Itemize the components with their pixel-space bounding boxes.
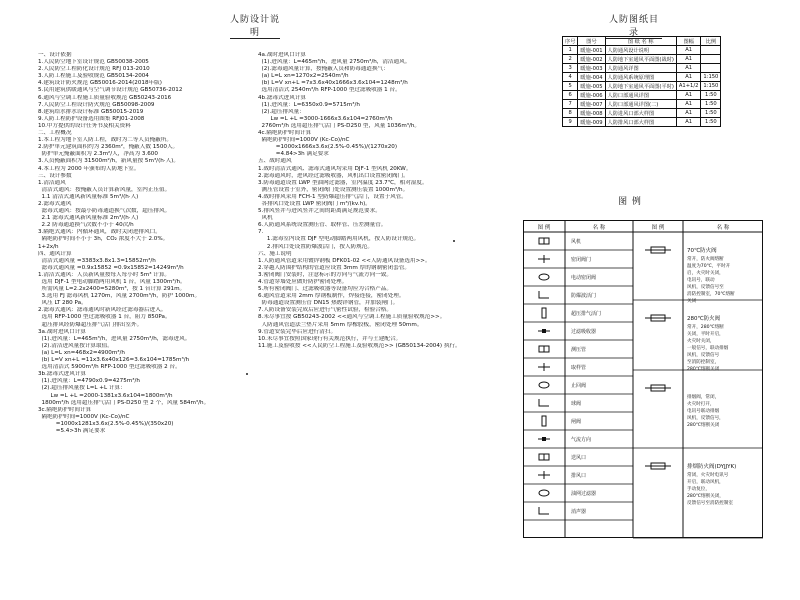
drawing-list-cell: 1:50 [701, 91, 721, 100]
legend-damper-label: 280℃防火阀 [687, 316, 721, 322]
drawing-list-cell: A1+1/2 [676, 82, 701, 91]
note-line: 1.清洁通风 [38, 179, 66, 186]
note-line: 1.滤毒室内设置 DJF 型电动脚踏两用风机，按人防设计规范。 [258, 236, 420, 243]
legend-name: 消声器 [571, 509, 587, 515]
design-notes-title: 人防设计说明 [230, 12, 280, 39]
drawing-list-cell: 暖施-006 [578, 91, 605, 100]
flow-direction-icon [542, 437, 546, 441]
legend-damper-desc: 关闭，平时开启， [687, 332, 724, 337]
drawing-list-title: 人防图纸目录 [606, 12, 662, 39]
drawing-list-cell: 1:50 [701, 109, 721, 118]
note-line: 4.建筑设计防火规范 GB50016-2014(2018年版) [38, 80, 162, 87]
note-line: 1.战时清洁式通风、滤毒式通风均采用 DJF-1 型风机 20KW。 [258, 165, 412, 172]
legend-table [523, 220, 763, 540]
filter-symbol-icon [542, 329, 546, 333]
note-line: 1.本工程为地下室人防工程，战时为二等人员掩蔽所。 [38, 137, 172, 144]
drawing-list-cell: 1:150 [701, 82, 721, 91]
note-line: 2.1 滤毒式通风新风量标准 2m³/(h·人) [38, 215, 139, 222]
note-line: 各排风口处设置 LWP 密闭阀门 m³/(kv.h)。 [258, 200, 371, 207]
drawing-list-cell: A1 [676, 55, 701, 64]
note-line: 清洁式通风量 =3383x3.8x1.3=15852m³/h [38, 257, 156, 264]
legend-name: 油网过滤器 [571, 491, 597, 497]
note-line: 10.甲方提供的设计任务书及相关资料 [38, 122, 131, 129]
drawing-list-row [563, 118, 721, 127]
drawing-list-cell [701, 55, 721, 64]
drawing-list-cell: 7 [563, 100, 578, 109]
note-line: 六、施工说明 [258, 250, 292, 257]
legend-name: 气流方向 [571, 437, 592, 443]
legend-name: 取样管 [571, 365, 587, 371]
drawing-list-row [563, 46, 721, 55]
legend-damper-desc: 风机，反馈信号 [687, 353, 720, 358]
note-line: 3.选用 FJ 滤毒风机 1270m，风量 2700m³/h，防护 1000m。 [38, 293, 201, 300]
note-line: 5.民用建筑供暖通风与空气调节设计规范 GB50736-2012 [38, 87, 183, 94]
legend-name: 防爆波活门 [571, 293, 597, 299]
legend-name: 风机 [571, 239, 582, 245]
drawing-list-row [563, 64, 721, 73]
note-line: Lw =L +L =3000-1666x3.6x104=2760m³/h [258, 115, 393, 122]
legend-name: 送风口 [571, 455, 587, 461]
drawing-list-cell: 1 [563, 46, 578, 55]
note-line: 4.本工程为 2000 年颁布的人防地下室。 [38, 165, 140, 172]
legend-name: 测压管 [571, 347, 587, 353]
note-line: 7. [258, 229, 264, 236]
note-line: 9.人防工程防护设备选用图集 RFJ01-2008 [38, 115, 145, 122]
note-line: 4c.隔绝防护时间计算 [258, 130, 312, 137]
note-line: 5.排风竖井与进风竖井之间的距离满足规范要求。 [258, 208, 381, 215]
drawing-list-cell: A1 [676, 73, 701, 82]
note-line: 五、战时通风 [258, 158, 292, 165]
note-line: 11.施工及验收按 <<人民防空工程施工及验收规范>> (GB50134-2004) 执行。 [258, 342, 461, 349]
note-line: 2.排风口处设置防爆波活门，按人防规范。 [258, 243, 373, 250]
note-line: (a) L=L xn=468x2=4900m³/h [38, 349, 125, 356]
legend-damper-desc: 开启，联动风机， [687, 480, 724, 485]
note-line: 2.人民防空工程防化设计规范 RFJ 013-2010 [38, 66, 150, 73]
note-line: 隔绝防护时间=1000V (Kc-Co)/nC [38, 413, 130, 420]
legend-name: 密闭阀门 [571, 257, 592, 263]
legend-damper-label: 70℃防火阀 [687, 248, 717, 254]
note-line: =1000x1281x3.6x(2.5%-0.45%)/(350x20) [38, 420, 174, 427]
drawing-list-header: 序号 [563, 37, 578, 46]
note-line: 1+2x/h [38, 243, 59, 250]
drawing-list-cell: 2 [563, 55, 578, 64]
note-line: 1.人民防空地下室设计规范 GB50038-2005 [38, 59, 149, 66]
legend-title: 图 例 [618, 197, 642, 207]
drawing-list-cell: 3 [563, 64, 578, 73]
note-line: 测压管设置于室外，密闭阀门处设置测压装置 1000m³/h。 [258, 186, 409, 193]
legend-header: 名 称 [592, 225, 606, 231]
drawing-list-row [563, 73, 721, 82]
legend-name: 球阀 [571, 401, 582, 407]
design-notes-column-1 [38, 52, 250, 435]
note-line: 3.人防工程施工及验收规范 GB50134-2004 [38, 73, 149, 80]
drawing-list-row [563, 100, 721, 109]
legend-header: 名 称 [716, 225, 730, 231]
design-notes-column-2 [258, 52, 468, 350]
note-line: 6.通风与空调工程施工质量验收规范 GB50243-2016 [38, 94, 172, 101]
legend-damper-label: 排烟防火阀(DYJJYK) [687, 464, 737, 470]
note-line: (1).进风量：L=465m³/h，进风量 2750m³/h，清洁通风。 [258, 59, 411, 66]
legend-header: 图 例 [651, 225, 665, 231]
note-line: (a) L=L xn=1270x2=2540m³/h [258, 73, 349, 80]
note-line: 5.所有密闭阀门、过滤吸收器等设备均应为合格产品。 [258, 286, 392, 293]
note-line: 7.人民防空工程设计防火规范 GB50098-2009 [38, 101, 155, 108]
legend-damper-desc: 电讯号，联动 [687, 278, 715, 283]
oil-filter-icon [539, 490, 549, 496]
note-line: 4.战时排风采用 FCH-1 型防爆超压排气活门，设置于风管。 [258, 193, 407, 200]
drawing-list-cell: A1 [676, 64, 701, 73]
drawing-list-cell: 暖施-003 [578, 64, 605, 73]
legend-name: 过滤吸收器 [571, 329, 597, 335]
stray-mark [246, 373, 248, 375]
note-line: (b) L=V xn+L =11x3.6x40x126=3.6x104=1785m³/h [38, 357, 190, 364]
drawing-list-row [563, 82, 721, 91]
note-line: 4b.滤毒式进风计算 [258, 94, 307, 101]
note-line: 选用清洁式 5900m³/h RFP-1000 型过滤吸收器 2 台。 [38, 364, 181, 371]
legend-name: 超压排气活门 [571, 311, 602, 317]
note-line: 防毒通道设置测压管 DN15 热镀锌钢管，并加装闸门。 [258, 300, 399, 307]
legend-damper-desc: 火灾时打开， [687, 402, 715, 407]
drawing-list-cell: 1:150 [701, 73, 721, 82]
drawing-list-cell: 人防通风设计说明 [605, 46, 676, 55]
note-line: 4.管道穿墙处应做好防护密闭处理。 [258, 279, 348, 285]
note-line: 7.人防设备安装完成后应进行气密性试验，检验合格。 [258, 307, 392, 314]
legend-damper-desc: 风机，反馈信号至 [687, 285, 724, 290]
legend-damper-desc: 至消防控制室， [687, 360, 720, 365]
silencer-icon [539, 507, 549, 514]
note-line: 2.防护单元建筑面积约为 2360m²，掩蔽人数 1500人。 [38, 144, 179, 151]
note-line: 2760m³/h 选用超压排气活门 PS-D250 型，风量 1036m³/h。 [258, 122, 421, 129]
check-valve-icon [539, 382, 549, 388]
legend-damper-desc: 280℃熔断关闭， [687, 494, 724, 499]
legend-damper-desc: 排烟阀，常闭， [687, 395, 720, 400]
drawing-list-cell [701, 64, 721, 73]
drawing-list-cell: A1 [676, 46, 701, 55]
note-line: 1800m³/h 选用超压排气活门 PS-D250 型 2 个，风量 584m³/h。 [38, 399, 210, 406]
legend-damper-desc: 常闭，火灾时电讯号 [687, 473, 729, 478]
stray-mark [453, 240, 455, 242]
note-line: 8.建筑给水排水设计标准 GB50015-2019 [38, 108, 144, 115]
drawing-list-cell: 暖施-004 [578, 73, 605, 82]
drawing-list-cell: 暖施-009 [578, 118, 605, 127]
drawing-list-cell: 人防通风详图 [605, 64, 676, 73]
drawing-list-header: 图 纸 名 称 [605, 37, 676, 46]
legend-damper-desc: 消防控制室，70℃熔断 [687, 292, 735, 297]
note-line: 选用 RFP-1000 型过滤吸收器 1 台，阻力 850Pa。 [38, 314, 171, 321]
drawing-list-cell: 暖施-002 [578, 55, 605, 64]
note-line: =4.84>3h 满足要求 [258, 151, 329, 158]
note-line: 3.防毒通道设置 LWP 型油网过滤器，室内温度 23.7℃，相对湿度。 [258, 179, 428, 186]
legend-damper-desc: 常开，280℃熔断 [687, 325, 724, 330]
note-line: 1.清洁式通风：人员新风量按每人每小时 5m³ 计算。 [38, 271, 171, 278]
legend-damper-desc: 火灾时关闭， [687, 339, 715, 344]
note-line: 1.1 清洁式通风新风量标准 5m³/(h·人) [38, 193, 139, 200]
note-line: 超压排风经防爆超压排气活门排出室外。 [38, 321, 143, 328]
note-line: 一、设计依据 [38, 52, 72, 58]
note-line: 4a.战时进风口计算 [258, 52, 306, 58]
note-line: (1).进风量：L=465m³/h，进风量 2750m³/h，滤毒进风。 [38, 335, 191, 342]
drawing-list-cell: 5 [563, 82, 578, 91]
drawing-list-header: 比例 [701, 37, 721, 46]
legend-name: 止回阀 [571, 383, 587, 389]
note-line: 2.滤毒式通风：滤毒通风时新风经过滤毒器后进入。 [38, 307, 167, 314]
overpressure-valve-icon [542, 308, 546, 318]
drawing-list-cell: 人防排风口部大样图 [605, 118, 676, 127]
note-line: =5.4>3h 满足要求 [38, 427, 106, 434]
drawing-list-cell [701, 46, 721, 55]
drawing-list-cell: A1 [676, 109, 701, 118]
drawing-list-cell: A1 [676, 91, 701, 100]
note-line: Lw =L +L =2000-1381x3.6x104=1800m³/h [38, 392, 173, 399]
note-line: =1000x1666x3.6x(2.5%-0.45%)/(1270x20) [258, 144, 398, 151]
drawing-list-cell: A1 [676, 118, 701, 127]
note-line: 6.通风管道采用 2mm 厚钢板制作，焊接连接，密闭处理。 [258, 293, 405, 300]
drawing-list-cell: 1:50 [701, 100, 721, 109]
note-line: 风压 LT 280 Pa。 [38, 300, 87, 307]
note-line: (2).超压排风量按 L=L +L 计算： [38, 385, 126, 392]
legend-damper-desc: 启，火灾时关闭， [687, 271, 724, 276]
legend-damper-desc: 电讯号联动排烟 [687, 409, 720, 414]
drawing-list-header: 图号 [578, 37, 605, 46]
legend-damper-desc: 常开，防火阀熔断 [687, 257, 724, 262]
note-line: 9.管道安装完毕后应进行清扫。 [258, 328, 337, 335]
drawing-list-cell: 暖施-008 [578, 109, 605, 118]
drawing-list-cell: 人防口部通风详图 [605, 91, 676, 100]
legend-damper-desc: 风机，反馈信号， [687, 416, 724, 421]
legend-damper-desc: 反馈信号至消防控制室 [687, 501, 733, 506]
drawing-list-row [563, 55, 721, 64]
note-line: 四、通风计算 [38, 250, 72, 257]
legend-damper-desc: 一般信号，联动排烟 [687, 346, 729, 351]
ball-valve-icon [539, 399, 549, 406]
note-line: 二、工程概况 [38, 130, 72, 137]
note-line: 防护单元掩蔽面积为 2.3m²/人，净高为 3.600 [38, 151, 158, 158]
note-line: 隔绝防护时间不小于 3h，CO₂ 浓度不大于 2.0%。 [38, 236, 169, 243]
legend-header: 图 例 [537, 225, 551, 231]
note-line: 选用清洁式 2540m³/h RFP-1000 型过滤吸收器 1 台。 [258, 87, 401, 94]
note-line: 3.人员掩蔽面积为 31500m²/h，新风量按 5m³/(h·人)。 [38, 158, 179, 165]
legend-name: 电动密闭阀 [571, 275, 597, 281]
note-line: 3b.滤毒式进风计算 [38, 371, 87, 378]
drawing-list-row [563, 91, 721, 100]
note-line: 所需风量 L=2.2x2400=5280m³，按 1 台计算 291m。 [38, 286, 186, 293]
drawing-list-cell: 8 [563, 109, 578, 118]
legend-damper-desc: 温度为70℃，平时开 [687, 264, 731, 269]
legend-damper-desc: 手动复位， [687, 487, 710, 492]
drawing-list-cell: 人防口部通风详图(二) [605, 100, 676, 109]
blast-valve-icon [539, 291, 549, 298]
drawing-list-cell: 4 [563, 73, 578, 82]
note-line: (1).进风量：L=6350x0.9=5715m³/h [258, 101, 360, 108]
note-line: (2).滤毒通风量计算，按掩蔽人员和防毒通道换气： [258, 66, 389, 73]
note-line: 1.人防通风管道采用镀锌钢板 DFK01-02 <<人防通风设备选用>>。 [258, 257, 431, 264]
note-line: 滤毒式通风：按最小防毒通道换气次数，超压排风。 [38, 208, 171, 215]
legend-name: 闸阀 [571, 419, 582, 425]
note-line: (2).清洁进风量按计算取值。 [38, 342, 113, 349]
note-line: 3a.战时进风口计算 [38, 328, 86, 335]
legend-damper-desc: 280℃熔断关闭 [687, 367, 720, 372]
legend-name: 排风口 [571, 473, 587, 479]
note-line: 10.未尽事宜按照国家现行有关规范执行，并与土建配合。 [258, 335, 402, 342]
drawing-list-header: 图幅 [676, 37, 701, 46]
note-line: (1).进风量：L=4790x0.9=4275m³/h [38, 378, 140, 385]
drawing-list-cell: 9 [563, 118, 578, 127]
note-line: 3.密闭阀门安装时，注意标示的方向与气流方向一致。 [258, 271, 392, 278]
drawing-list-cell: 1:50 [701, 118, 721, 127]
note-line: 选用 DJF-1 型电动脚踏两用风机 1 台，风量 1300m³/h。 [38, 279, 186, 285]
note-line: 2.滤毒通风时，进风经过滤吸收器，风机出口设置密闭阀门。 [258, 172, 409, 179]
legend-damper-desc: 关闭 [687, 299, 697, 304]
note-line: 6.人防通风系统设置测压管、取样管、压差测量管。 [258, 222, 387, 229]
note-line: 2.穿越人防围护结构的管道应设置 3mm 厚的钢制密闭套管。 [258, 264, 411, 271]
note-line: 3.隔绝式通风：内循环通风，战时关闭进排风口。 [38, 229, 161, 236]
note-line: 8.未尽事宜按 GB50243-2002 <<通风与空调工程施工质量验收规范>>。 [258, 314, 446, 321]
drawing-list-cell: 暖施-001 [578, 46, 605, 55]
note-line: 三、设计参数 [38, 172, 72, 179]
note-line: (2).超压排风量： [258, 108, 305, 115]
drawing-list-table [562, 36, 721, 127]
note-line: (b) L=V xn+L =7x3.6x40x1666x3.6x104=1248m³/h [258, 80, 408, 87]
drawing-list-cell: 人防地下室通风平面图(平时) [605, 82, 676, 91]
drawing-list-cell: 人防地下室通风平面图(战时) [605, 55, 676, 64]
drawing-list-cell: 暖施-005 [578, 82, 605, 91]
note-line: 人防通风管道法兰垫片采用 5mm 厚橡胶板，密闭处理 50mm。 [258, 321, 423, 328]
note-line: 隔绝防护时间=1000V (Kc-Co)/nC [258, 137, 350, 144]
note-line: 2.滤毒式通风 [38, 200, 72, 207]
note-line: 2.2 防毒通道换气次数不小于 40次/h [38, 222, 134, 229]
drawing-list-cell: 暖施-007 [578, 100, 605, 109]
drawing-list-row [563, 109, 721, 118]
note-line: 清洁式通风：按掩蔽人员计算新风量，室内正压值。 [38, 186, 171, 193]
drawing-list-cell: 人防通风系统原理图 [605, 73, 676, 82]
note-line: 滤毒式通风量 =0.9x15852 =0.9x15852=14249m³/h [38, 264, 184, 271]
drawing-list-cell: 人防进风口部大样图 [605, 109, 676, 118]
gate-valve-icon [542, 416, 546, 426]
note-line: 3c.隔绝防护时间计算 [38, 406, 92, 413]
drawing-list-cell: 6 [563, 91, 578, 100]
damper-symbol-icon [539, 274, 549, 280]
drawing-list-cell: A1 [676, 100, 701, 109]
legend-damper-desc: 280℃熔断关闭 [687, 423, 720, 428]
note-line: 风机 [258, 215, 273, 222]
